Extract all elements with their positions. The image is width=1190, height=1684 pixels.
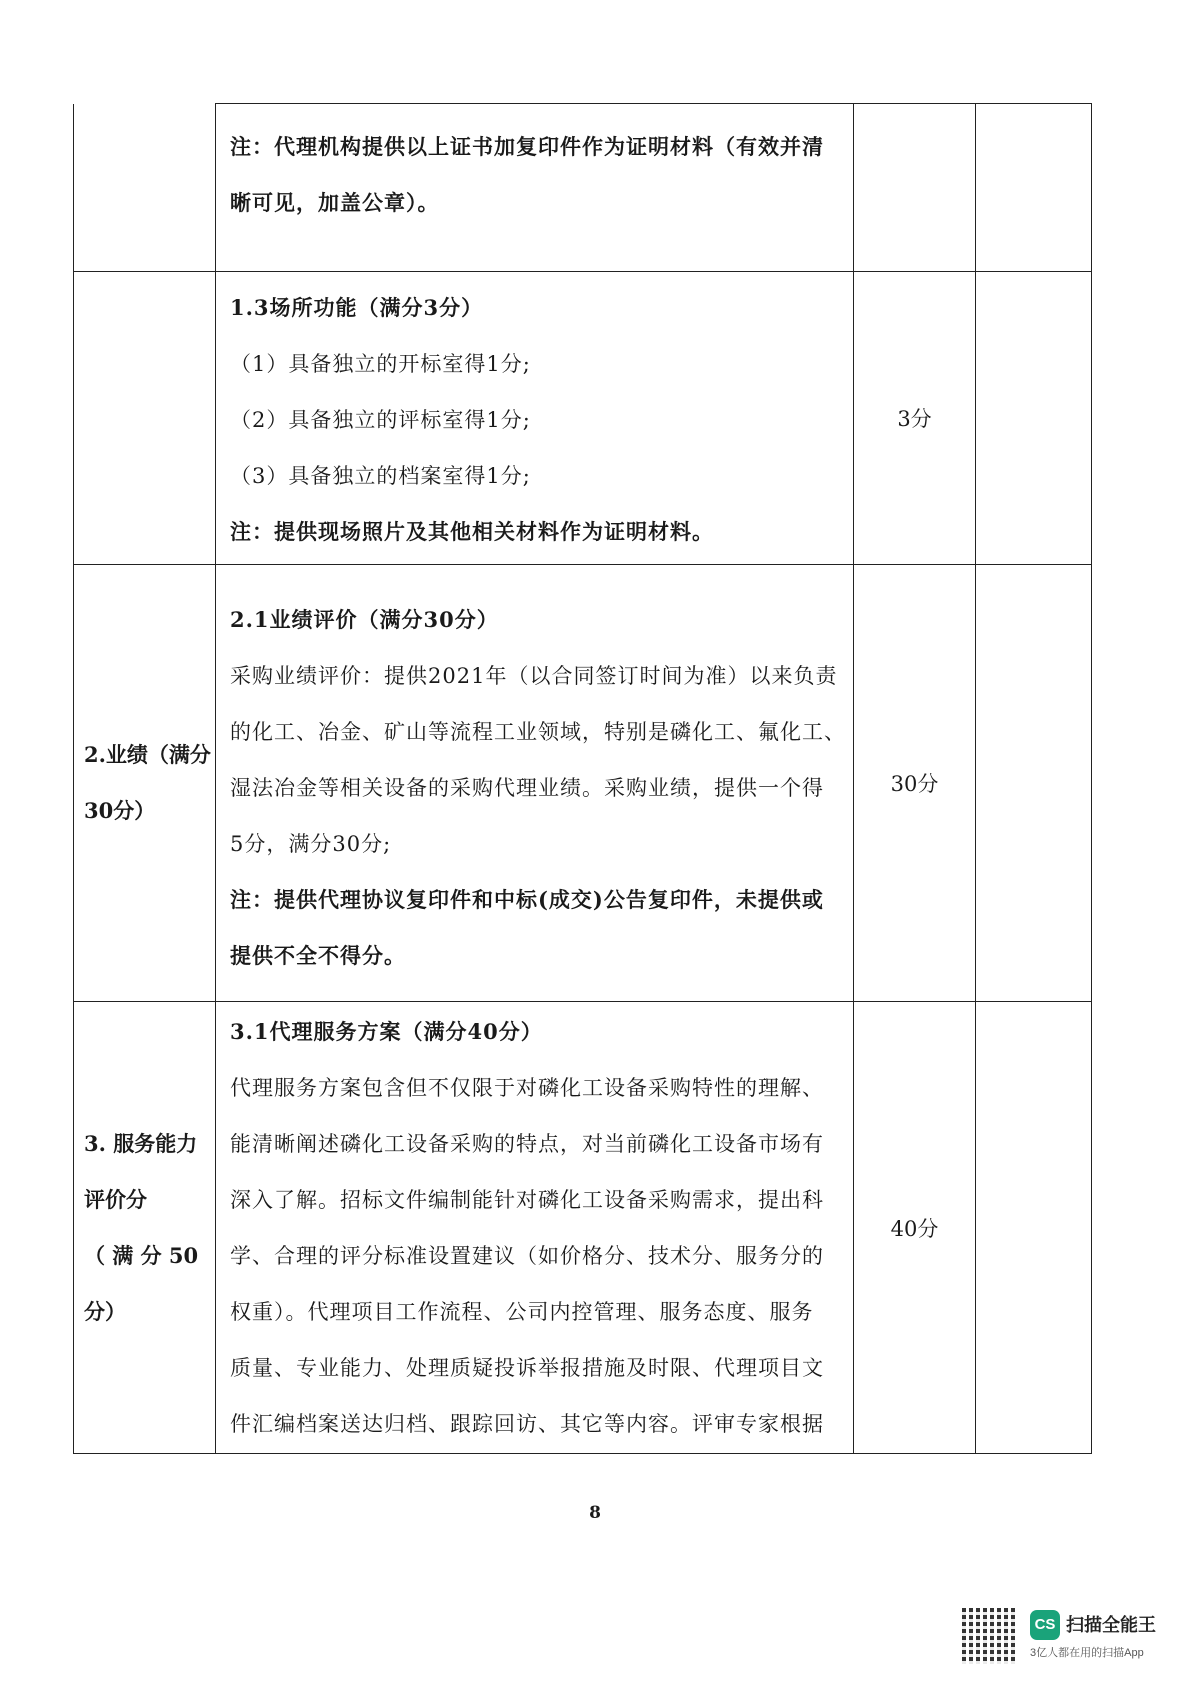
category-label: （ 满 分 50 (84, 1242, 199, 1268)
criteria-text: 深入了解。招标文件编制能针对磷化工设备采购需求，提出科 (230, 1187, 824, 1212)
note-line: 注：代理机构提供以上证书加复印件作为证明材料（有效并清 (230, 133, 824, 159)
note-line: 注：提供代理协议复印件和中标(成交)公告复印件，未提供或 (230, 887, 824, 912)
criteria-cell (216, 1002, 854, 1454)
criteria-text: 湿法冶金等相关设备的采购代理业绩。采购业绩，提供一个得 (230, 776, 824, 800)
criteria-cell (216, 104, 854, 272)
score-cell: 40分 (854, 1002, 976, 1454)
criteria-text: 5分，满分30分; (230, 832, 392, 856)
note-line: 注：提供现场照片及其他相关材料作为证明材料。 (230, 519, 714, 544)
score-cell-empty (854, 104, 976, 272)
criteria-cell (216, 272, 854, 565)
criteria-heading: 1.3场所功能（满分3分） (230, 295, 484, 320)
criteria-text: 学、合理的评分标准设置建议（如价格分、技术分、服务分的 (230, 1243, 824, 1268)
category-cell-empty (74, 272, 216, 565)
remark-cell (976, 565, 1092, 1002)
camscanner-logo-icon: CS (1030, 1610, 1060, 1640)
score-cell: 3分 (854, 272, 976, 565)
score-cell: 30分 (854, 565, 976, 1002)
scoring-table-grid (73, 103, 1092, 1454)
category-label: 评价分 (84, 1186, 147, 1212)
criteria-text: 代理服务方案包含但不仅限于对磷化工设备采购特性的理解、 (230, 1075, 824, 1100)
criteria-cell (216, 565, 854, 1002)
watermark-title: 扫描全能王 (1066, 1615, 1156, 1635)
criteria-text: 采购业绩评价：提供2021年（以合同签订时间为准）以来负责 (230, 664, 838, 688)
scanner-watermark (962, 1608, 1162, 1678)
criteria-text: 件汇编档案送达归档、跟踪回访、其它等内容。评审专家根据 (230, 1411, 824, 1436)
category-label: 2.业绩（满分 (84, 742, 211, 767)
criteria-item: （1）具备独立的开标室得1分; (230, 352, 531, 376)
category-label: 3. 服务能力 (84, 1130, 198, 1156)
category-cell-service (74, 1002, 216, 1454)
remark-cell (976, 1002, 1092, 1454)
table-row-certificate-note (74, 104, 1092, 272)
criteria-item: （2）具备独立的评标室得1分; (230, 408, 531, 432)
criteria-item: （3）具备独立的档案室得1分; (230, 464, 531, 488)
remark-cell (976, 272, 1092, 565)
remark-cell (976, 104, 1092, 272)
table-row-service-capability (74, 1002, 1092, 1454)
category-label: 30分） (84, 798, 156, 823)
table-row-venue-function (74, 272, 1092, 565)
criteria-heading: 3.1代理服务方案（满分40分） (230, 1018, 543, 1044)
qr-code-icon (962, 1608, 1018, 1664)
criteria-text: 能清晰阐述磷化工设备采购的特点，对当前磷化工设备市场有 (230, 1131, 824, 1156)
note-line: 晰可见，加盖公章）。 (230, 189, 440, 215)
criteria-heading: 2.1业绩评价（满分30分） (230, 607, 499, 632)
category-cell-performance (74, 565, 216, 1002)
note-line: 提供不全不得分。 (230, 943, 406, 968)
category-label: 分） (84, 1298, 126, 1324)
watermark-subtitle: 3亿人都在用的扫描App (1030, 1647, 1144, 1659)
category-cell-empty (74, 104, 216, 272)
scoring-table (73, 103, 1091, 1454)
table-row-performance (74, 565, 1092, 1002)
page-number: 8 (589, 1503, 601, 1523)
criteria-text: 的化工、冶金、矿山等流程工业领域，特别是磷化工、氟化工、 (230, 720, 846, 744)
criteria-text: 权重）。代理项目工作流程、公司内控管理、服务态度、服务 (230, 1299, 814, 1324)
criteria-text: 质量、专业能力、处理质疑投诉举报措施及时限、代理项目文 (230, 1355, 824, 1380)
